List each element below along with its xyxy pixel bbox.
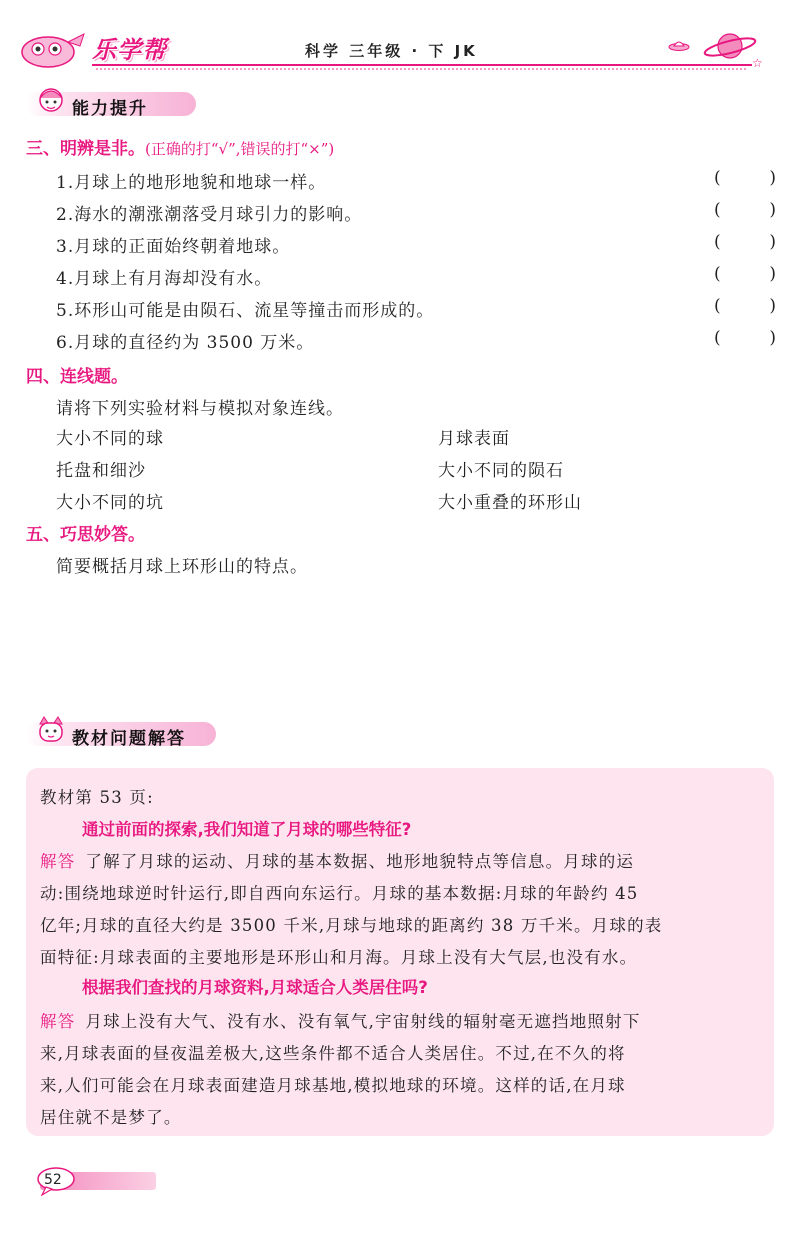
paren-open: ( — [714, 168, 721, 188]
answer-2-line-1 — [40, 1008, 641, 1032]
star-icon: ☆ — [752, 56, 763, 70]
paren-close: ) — [769, 328, 776, 348]
page-number: 52 — [44, 1172, 62, 1188]
paren-open: ( — [714, 264, 721, 284]
planet-icon — [700, 26, 760, 66]
textbook-question-1: 通过前面的探索,我们知道了月球的哪些特征? — [82, 820, 412, 839]
mascot-logo-icon — [18, 28, 90, 70]
answer-2-line-4: 居住就不是梦了。 — [40, 1108, 182, 1127]
q4-heading: 四、连线题。 — [26, 367, 128, 387]
section-title-ability: 能力提升 — [72, 99, 148, 119]
tf-item-3: 3.月球的正面始终朝着地球。 — [56, 237, 291, 257]
answer-1-text: 了解了月球的运动、月球的基本数据、地形地貌特点等信息。月球的运 — [85, 852, 635, 871]
section-banner-ability — [0, 88, 210, 118]
match-left-2[interactable]: 托盘和细沙 — [56, 461, 146, 481]
q4-instruction: 请将下列实验材料与模拟对象连线。 — [56, 399, 344, 419]
paren-close: ) — [769, 200, 776, 220]
textbook-page-ref: 教材第 53 页: — [40, 788, 154, 807]
tf-item-1: 1.月球上的地形地貌和地球一样。 — [56, 173, 327, 193]
paren-open: ( — [714, 328, 721, 348]
q3-heading — [26, 134, 334, 159]
answer-paren-1[interactable] — [714, 168, 776, 188]
answer-paren-5[interactable] — [714, 296, 776, 316]
answer-paren-6[interactable] — [714, 328, 776, 348]
q5-heading: 五、巧思妙答。 — [26, 525, 145, 545]
answer-tag: 解答 — [40, 852, 76, 871]
answer-paren-4[interactable] — [714, 264, 776, 284]
section-banner-textbook — [0, 718, 230, 748]
paren-open: ( — [714, 200, 721, 220]
paren-close: ) — [769, 296, 776, 316]
paren-close: ) — [769, 264, 776, 284]
answer-1-line-2: 动:围绕地球逆时针运行,即自西向东运行。月球的基本数据:月球的年龄约 45 — [40, 884, 639, 903]
answer-paren-2[interactable] — [714, 200, 776, 220]
answer-2-text: 月球上没有大气、没有水、没有氧气,宇宙射线的辐射毫无遮挡地照射下 — [85, 1012, 641, 1031]
answer-paren-3[interactable] — [714, 232, 776, 252]
ufo-icon — [668, 38, 690, 52]
q5-answer-area[interactable] — [56, 584, 756, 694]
tf-item-2: 2.海水的潮涨潮落受月球引力的影响。 — [56, 205, 363, 225]
paren-close: ) — [769, 168, 776, 188]
answer-2-line-2: 来,月球表面的昼夜温差极大,这些条件都不适合人类居住。不过,在不久的将 — [40, 1044, 626, 1063]
answer-1-line-1 — [40, 848, 634, 872]
q5-question: 简要概括月球上环形山的特点。 — [56, 557, 308, 577]
cat-mascot-icon — [34, 714, 68, 748]
tf-item-4: 4.月球上有月海却没有水。 — [56, 269, 273, 289]
answer-1-line-3: 亿年;月球的直径大约是 3500 千米,月球与地球的距离约 38 万千米。月球的表 — [40, 916, 663, 935]
answer-2-line-3: 来,人们可能会在月球表面建造月球基地,模拟地球的环境。这样的话,在月球 — [40, 1076, 626, 1095]
girl-mascot-icon — [34, 84, 68, 118]
brand-logo-text: 乐学帮 — [92, 36, 167, 64]
match-left-1[interactable]: 大小不同的球 — [56, 429, 164, 449]
book-subject-title: 科学 三年级 · 下 JK — [305, 42, 478, 60]
section-title-textbook: 教材问题解答 — [72, 729, 186, 749]
header-divider — [92, 64, 752, 66]
tf-item-6: 6.月球的直径约为 3500 万米。 — [56, 333, 315, 353]
match-right-1[interactable]: 月球表面 — [438, 429, 510, 449]
paren-close: ) — [769, 232, 776, 252]
q3-heading-text: 三、明辨是非。 — [26, 139, 145, 159]
match-left-3[interactable]: 大小不同的坑 — [56, 493, 164, 513]
q3-instruction-note: (正确的打“√”,错误的打“×”) — [145, 140, 335, 158]
header-dotted-divider — [96, 68, 746, 72]
answer-tag: 解答 — [40, 1012, 76, 1031]
tf-item-5: 5.环形山可能是由陨石、流星等撞击而形成的。 — [56, 301, 435, 321]
match-right-2[interactable]: 大小不同的陨石 — [438, 461, 564, 481]
paren-open: ( — [714, 296, 721, 316]
match-right-3[interactable]: 大小重叠的环形山 — [438, 493, 582, 513]
textbook-question-2: 根据我们查找的月球资料,月球适合人类居住吗? — [82, 978, 428, 997]
paren-open: ( — [714, 232, 721, 252]
answer-1-line-4: 面特征:月球表面的主要地形是环形山和月海。月球上没有大气层,也没有水。 — [40, 948, 638, 967]
